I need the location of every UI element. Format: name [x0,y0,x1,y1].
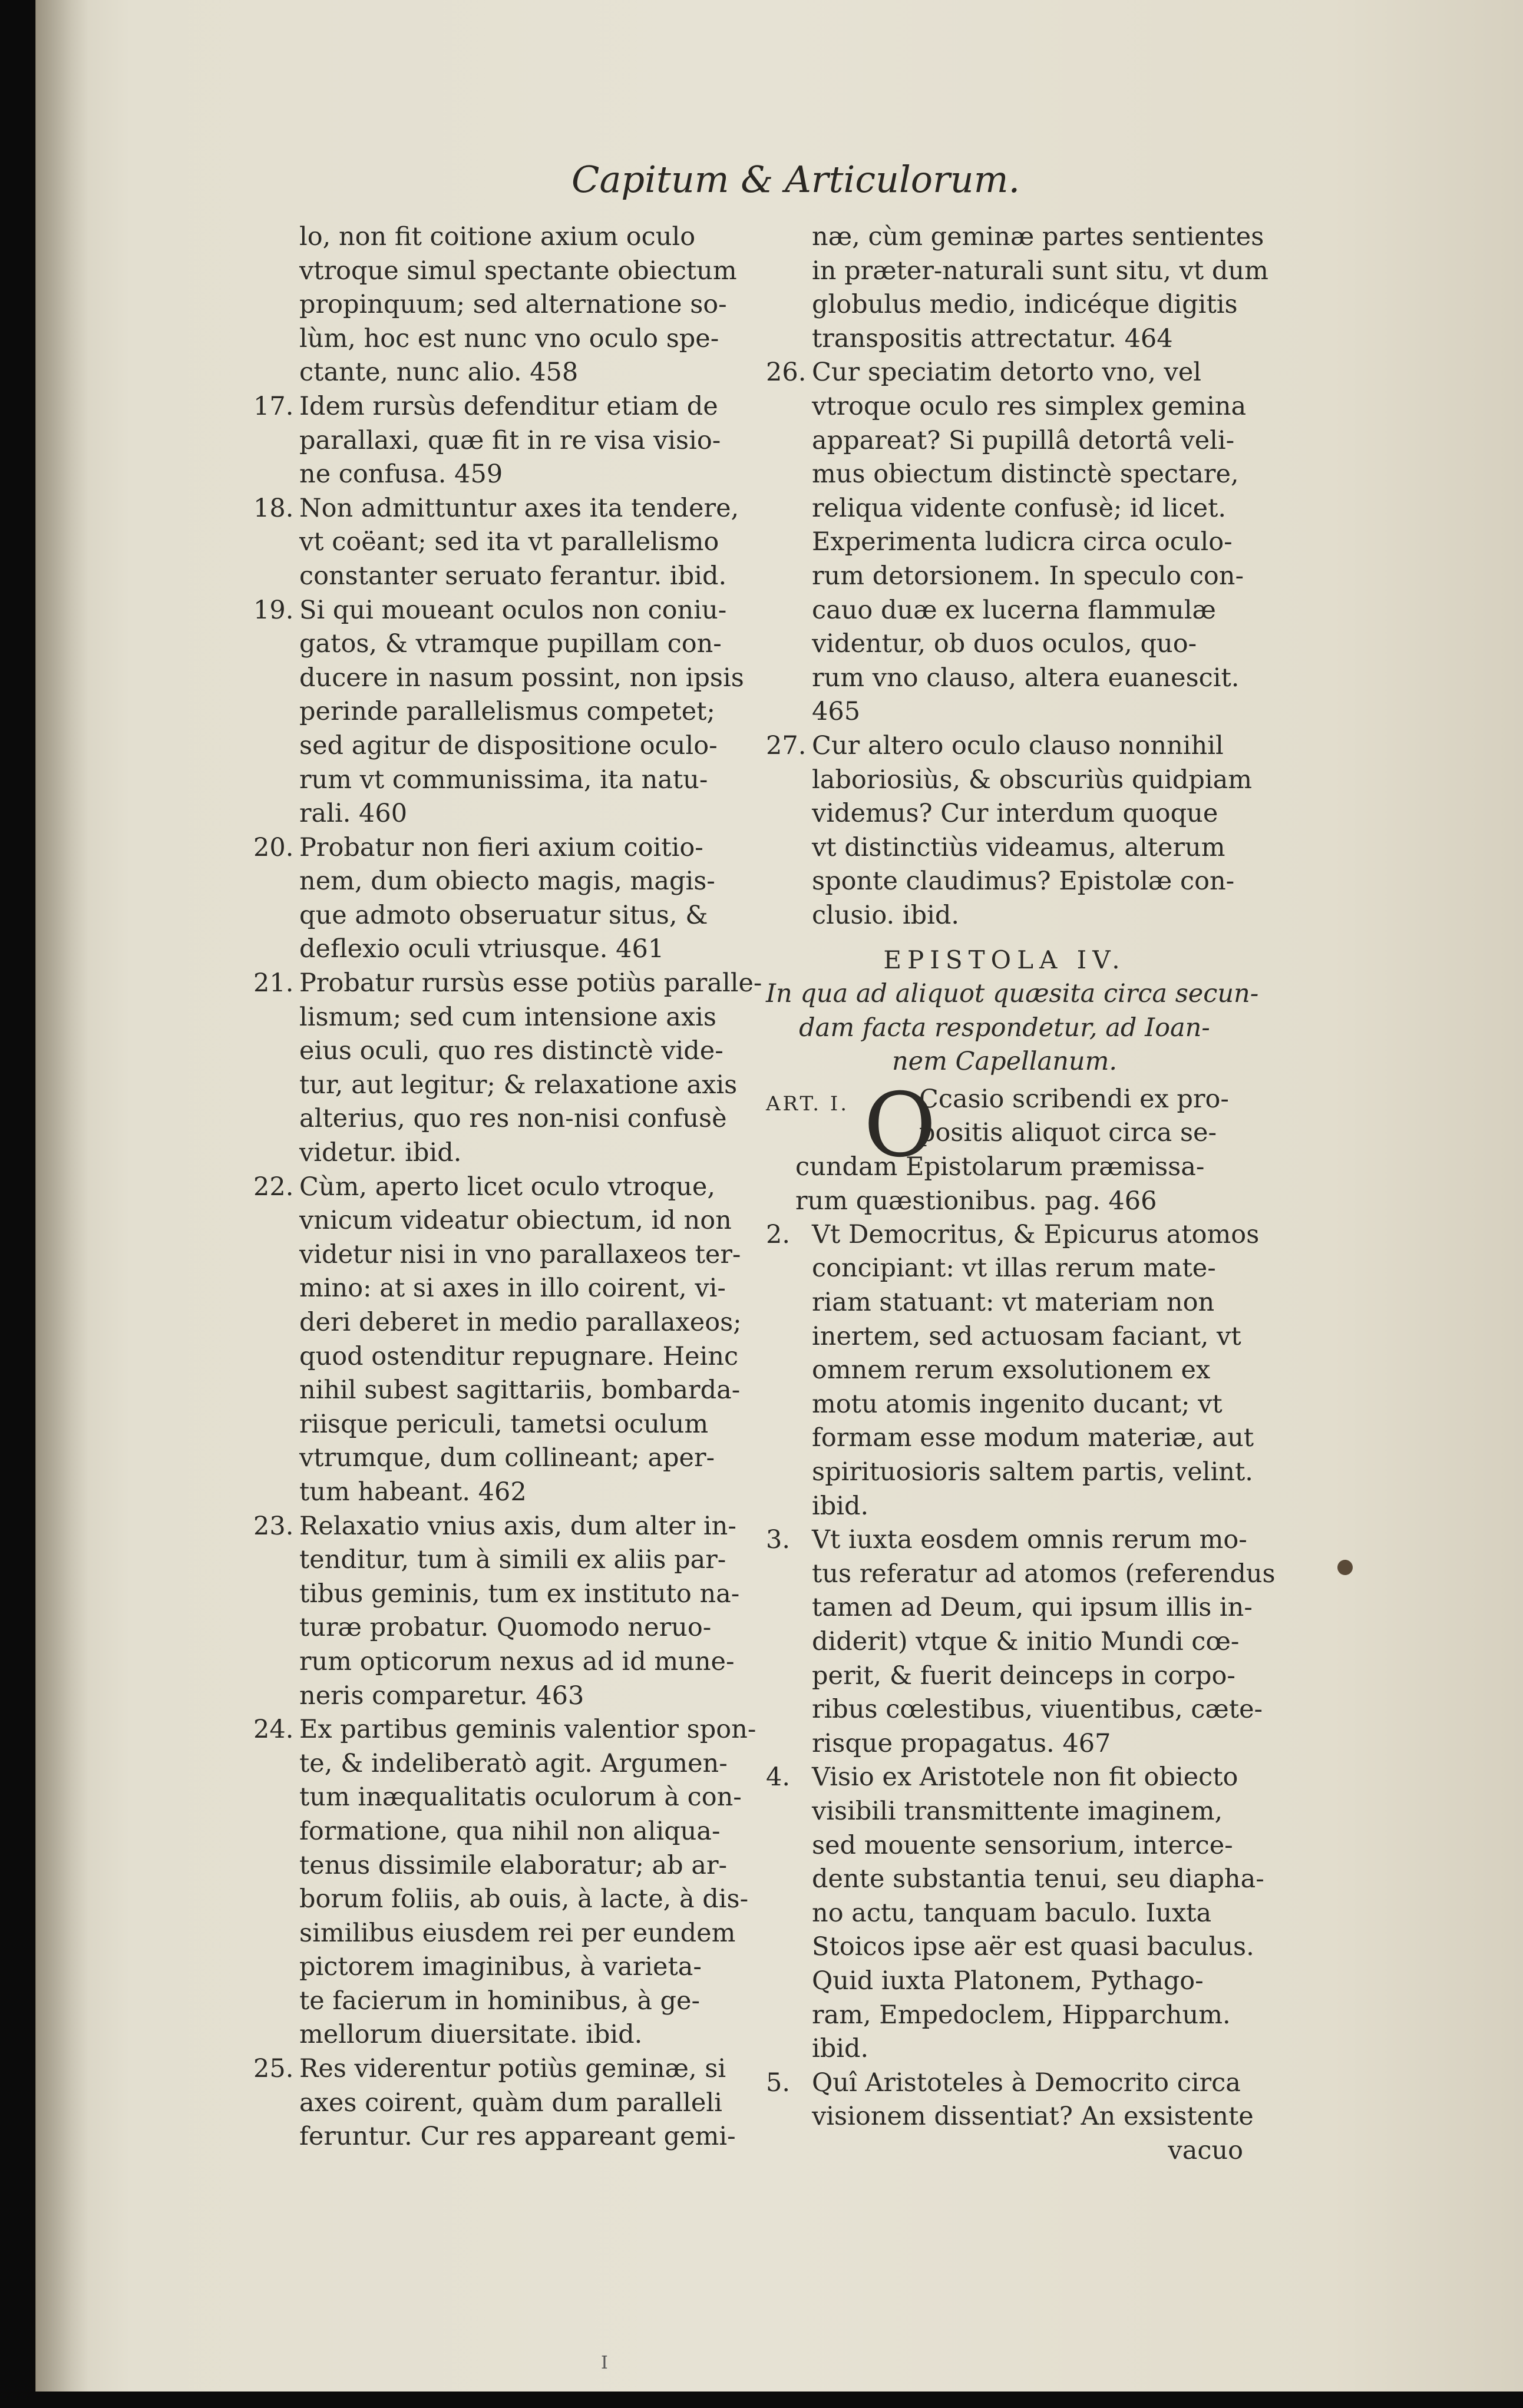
entry-line: vnicum videatur obiectum, id non [299,1206,732,1236]
entry-line: clusio. ibid. [812,900,960,930]
paper-stain [1337,1560,1353,1575]
entry-line: te facierum in hominibus, à ge- [299,1986,701,2016]
entry-line: vtrumque, dum collineant; aper- [299,1443,715,1473]
entry-line: Vt iuxta eosdem omnis rerum mo- [812,1525,1247,1555]
entry-line: Cur altero oculo clauso nonnihil [812,730,1224,760]
contents-entry [766,356,1247,729]
entry-number: 5. [766,2068,791,2098]
right-column [766,220,1276,2168]
contents-entry [253,390,772,492]
entry-line: Probatur non fieri axium coitio- [299,832,703,862]
entry-line: riisque periculi, tametsi oculum [299,1409,709,1439]
entry-line: tamen ad Deum, qui ipsum illis in- [812,1593,1253,1623]
contents-entry [253,967,772,1170]
entry-number: 27. [766,730,807,760]
contents-entry [766,729,1253,933]
article-1 [766,1074,1243,1218]
entry-line: transpositis attrectatur. 464 [812,323,1173,353]
entry-line: laboriosiùs, & obscuriùs quidpiam [812,765,1253,795]
entry-line: Idem rursùs defenditur etiam de [299,391,718,421]
entry-line: cauo duæ ex lucerna flammulæ [812,595,1216,625]
entry-line: te, & indeliberatò agit. Argumen- [299,1748,728,1778]
entry-line: tibus geminis, tum ex instituto na- [299,1579,740,1609]
entry-line: mellorum diuersitate. ibid. [299,2020,643,2050]
entry-line: Quid iuxta Platonem, Pythago- [812,1966,1204,1996]
entry-line: tur, aut legitur; & relaxatione axis [299,1070,738,1100]
entry-line: Non admittuntur axes ita tendere, [299,493,739,523]
entry-line: quod ostenditur repugnare. Heinc [299,1341,739,1371]
entry-line: globulus medio, indicéque digitis [812,290,1238,320]
contents-entry [766,220,1268,356]
article-line: cundam Epistolarum præmissa- [795,1152,1205,1182]
entry-line: mino: at si axes in illo coirent, vi- [299,1274,726,1304]
entry-line: tus referatur ad atomos (referendus [812,1559,1276,1589]
contents-entry [766,1761,1264,2066]
entry-line: rum opticorum nexus ad id mune- [299,1646,735,1676]
entry-line: Cur speciatim detorto vno, vel [812,358,1202,388]
catchword: vacuo [1168,2135,1243,2165]
entry-line: feruntur. Cur res appareant gemi- [299,2122,736,2152]
entry-number: 3. [766,1525,791,1555]
entry-number: 4. [766,1762,791,1792]
entry-number: 19. [253,595,294,625]
entry-line: Visio ex Aristotele non fit obiecto [812,1762,1238,1792]
entry-line: ibid. [812,2034,869,2064]
entry-line: in præter-naturali sunt situ, vt dum [812,256,1268,286]
entry-line: sed mouente sensorium, interce- [812,1830,1233,1860]
entry-line: neris comparetur. 463 [299,1681,584,1711]
entry-number: 24. [253,1715,294,1745]
right-column-entries-bottom [766,1218,1276,2134]
article-label: ART. I. [766,1091,850,1116]
entry-line: dente substantia tenui, seu diapha- [812,1864,1264,1894]
entry-line: mus obiectum distinctè spectare, [812,459,1239,489]
entry-line: lùm, hoc est nunc vno oculo spe- [299,323,719,353]
entry-line: que admoto obseruatur situs, & [299,900,708,930]
entry-line: vt distinctiùs videamus, alterum [812,832,1225,862]
entry-number: 20. [253,832,294,862]
entry-line: eius oculi, quo res distinctè vide- [299,1036,723,1066]
entry-line: motu atomis ingenito ducant; vt [812,1389,1223,1419]
article-line: Ccasio scribendi ex pro- [919,1084,1229,1114]
entry-line: ribus cœlestibus, viuentibus, cæte- [812,1695,1263,1725]
entry-line: videtur nisi in vno parallaxeos ter- [299,1239,741,1269]
entry-line: constanter seruato ferantur. ibid. [299,561,727,591]
contents-entry [766,1218,1260,1523]
entry-line: nem, dum obiecto magis, magis- [299,866,715,897]
subtitle-line: In qua ad aliquot quæsita circa secun- [766,979,1259,1009]
entry-line: tenditur, tum à simili ex aliis par- [299,1545,726,1575]
entry-line: parallaxi, quæ fit in re visa visio- [299,425,721,455]
entry-line: visibili transmittente imaginem, [812,1796,1223,1826]
contents-entry [253,1713,772,2052]
contents-entry [253,831,772,967]
epistola-subtitle [766,977,1259,1079]
entry-line: lo, non fit coitione axium oculo [299,222,696,252]
entry-line: tum habeant. 462 [299,1477,527,1507]
entry-line: vtroque simul spectante obiectum [299,256,737,286]
entry-line: Vt Democritus, & Epicurus atomos [812,1219,1260,1249]
entry-line: Res viderentur potiùs geminæ, si [299,2054,726,2084]
entry-number: 25. [253,2054,294,2084]
entry-number: 21. [253,968,294,998]
entry-line: no actu, tanquam baculo. Iuxta [812,1898,1212,1928]
entry-number: 26. [766,358,807,388]
entry-line: ram, Empedoclem, Hipparchum. [812,2000,1231,2030]
entry-line: tum inæqualitatis oculorum à con- [299,1782,742,1812]
contents-entry [253,594,772,831]
contents-entry [766,2066,1254,2134]
entry-line: rum vt communissima, ita natu- [299,765,708,795]
entry-line: næ, cùm geminæ partes sentientes [812,222,1264,252]
article-line: rum quæstionibus. pag. 466 [795,1186,1157,1216]
entry-line: 465 [812,697,861,727]
entry-line: deri deberet in medio parallaxeos; [299,1308,742,1337]
epistola-title: EPISTOLA IV. [883,945,1126,975]
entry-line: reliqua vidente confusè; id licet. [812,493,1227,523]
entry-line: similibus eiusdem rei per eundem [299,1918,736,1948]
entry-line: formatione, qua nihil non aliqua- [299,1816,721,1846]
entry-line: Stoicos ipse aër est quasi baculus. [812,1932,1254,1962]
entry-line: lismum; sed cum intensione axis [299,1002,716,1032]
entry-line: Relaxatio vnius axis, dum alter in- [299,1511,736,1541]
entry-line: nihil subest sagittariis, bombarda- [299,1375,741,1405]
entry-line: rum vno clauso, altera euanescit. [812,663,1240,693]
entry-line: deflexio oculi vtriusque. 461 [299,934,665,964]
entry-line: axes coirent, quàm dum paralleli [299,2088,722,2118]
running-header: Capitum & Articulorum. [571,158,1020,201]
entry-line: omnem rerum exsolutionem ex [812,1355,1211,1385]
entry-line: videmus? Cur interdum quoque [812,799,1218,829]
entry-line: propinquum; sed alternatione so- [299,290,727,320]
entry-line: videtur. ibid. [299,1138,462,1168]
entry-number: 23. [253,1511,294,1541]
entry-line: videntur, ob duos oculos, quo- [812,629,1197,659]
entry-line: Cùm, aperto licet oculo vtroque, [299,1172,716,1202]
entry-line: Ex partibus geminis valentior spon- [299,1715,756,1745]
entry-line: perit, & fuerit deinceps in corpo- [812,1661,1235,1691]
entry-line: diderit) vtque & initio Mundi cœ- [812,1626,1240,1656]
entry-line: sponte claudimus? Epistolæ con- [812,866,1235,897]
entry-line: ducere in nasum possint, non ipsis [299,663,744,693]
contents-entry [253,1510,772,1714]
contents-entry [253,1170,772,1510]
page-signature-mark: I [601,2353,608,2373]
entry-line: Quî Aristoteles à Democrito circa [812,2068,1241,2098]
entry-line: vtroque oculo res simplex gemina [812,391,1247,421]
entry-line: borum foliis, ab ouis, à lacte, à dis- [299,1884,749,1914]
entry-line: Probatur rursùs esse potiùs paralle- [299,968,762,998]
contents-entry [766,1523,1276,1761]
entry-line: spirituosioris saltem partis, velint. [812,1457,1253,1487]
entry-line: gatos, & vtramque pupillam con- [299,629,722,659]
article-line: positis aliquot circa se- [919,1118,1217,1148]
entry-line: alterius, quo res non-nisi confusè [299,1104,727,1134]
entry-line: ne confusa. 459 [299,459,503,489]
entry-line: tenus dissimile elaboratur; ab ar- [299,1850,728,1880]
entry-number: 17. [253,391,294,421]
right-column-entries-top [766,220,1268,932]
entry-line: formam esse modum materiæ, aut [812,1423,1254,1453]
entry-number: 22. [253,1172,294,1202]
entry-line: rali. 460 [299,799,408,829]
left-column [253,220,772,2154]
entry-line: inertem, sed actuosam faciant, vt [812,1321,1241,1351]
entry-line: rum detorsionem. In speculo con- [812,561,1244,591]
entry-line: vt coëant; sed ita vt parallelismo [299,527,719,557]
entry-line: ctante, nunc alio. 458 [299,358,579,388]
contents-entry [253,492,772,594]
entry-line: risque propagatus. 467 [812,1728,1111,1758]
entry-line: pictorem imaginibus, à varieta- [299,1952,702,1982]
entry-line: visionem dissentiat? An exsistente [812,2102,1254,2132]
entry-line: sed agitur de dispositione oculo- [299,730,718,760]
page-gutter-shadow [35,0,88,2392]
entry-line: perinde parallelismus competet; [299,697,715,727]
contents-entry [253,2052,772,2154]
entry-line: riam statuant: vt materiam non [812,1288,1215,1318]
entry-line: appareat? Si pupillâ detortâ veli- [812,425,1235,455]
entry-number: 18. [253,493,294,523]
entry-number: 2. [766,1219,791,1249]
drop-capital: O [864,1074,936,1177]
subtitle-line: nem Capellanum. [891,1047,1118,1077]
subtitle-line: dam facta respondetur, ad Ioan- [799,1013,1210,1043]
contents-entry [253,220,772,390]
entry-line: Si qui moueant oculos non coniu- [299,595,727,625]
entry-line: turæ probatur. Quomodo neruo- [299,1613,712,1643]
entry-line: ibid. [812,1491,869,1521]
entry-line: concipiant: vt illas rerum mate- [812,1253,1216,1284]
entry-line: Experimenta ludicra circa oculo- [812,527,1233,557]
